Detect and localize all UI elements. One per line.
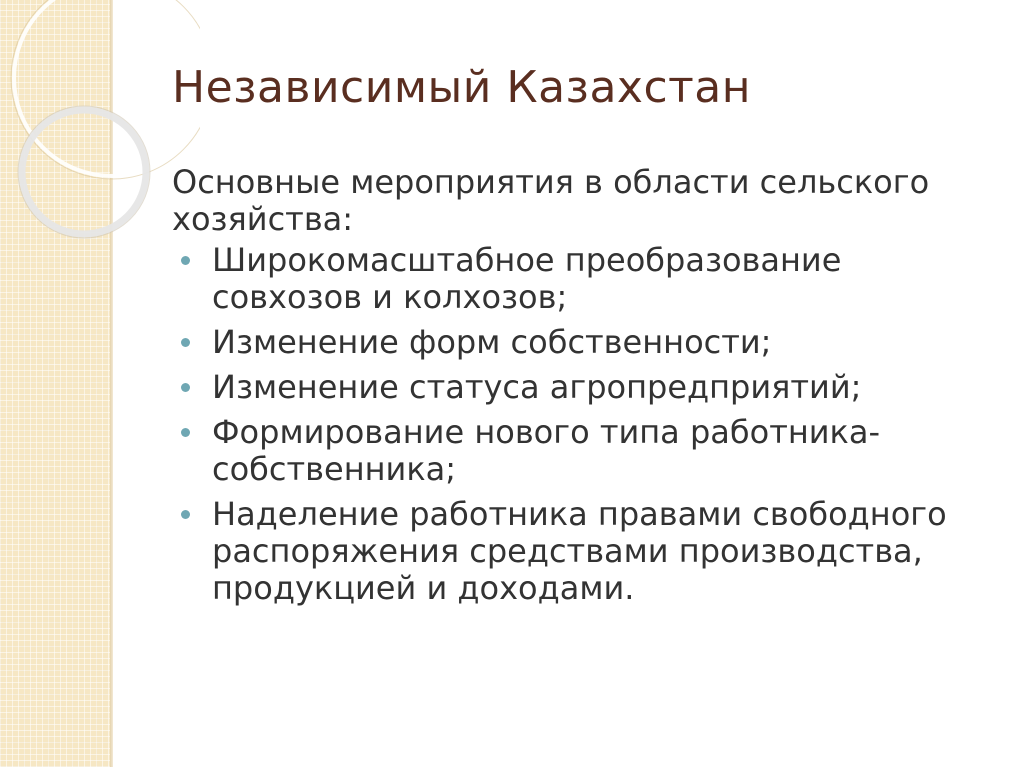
bullet-icon	[181, 428, 190, 437]
list-item	[172, 369, 972, 406]
side-strip-edge	[110, 0, 113, 767]
bullet-icon	[181, 338, 190, 347]
bullet-text: Формирование нового типа работника-собственника;	[212, 413, 881, 488]
bullet-icon	[181, 510, 190, 519]
slide-body	[172, 164, 972, 615]
bullet-text: Наделение работника правами свободного распоряжения средствами производства, продукцией и доходами.	[212, 495, 947, 607]
bullet-text: Широкомасштабное преобразование совхозов и колхозов;	[212, 241, 842, 316]
decorative-side-strip	[0, 0, 110, 767]
bullet-icon	[181, 256, 190, 265]
list-item	[172, 414, 972, 488]
list-item	[172, 242, 972, 316]
bullet-icon	[181, 383, 190, 392]
list-item	[172, 496, 972, 607]
intro-text: Основные мероприятия в области сельского хозяйства:	[172, 163, 930, 238]
bullet-text: Изменение статуса агропредприятий;	[212, 368, 862, 406]
bullet-list	[172, 242, 972, 607]
bullet-text: Изменение форм собственности;	[212, 323, 772, 361]
list-item	[172, 324, 972, 361]
slide-title: Независимый Казахстан	[172, 62, 751, 113]
